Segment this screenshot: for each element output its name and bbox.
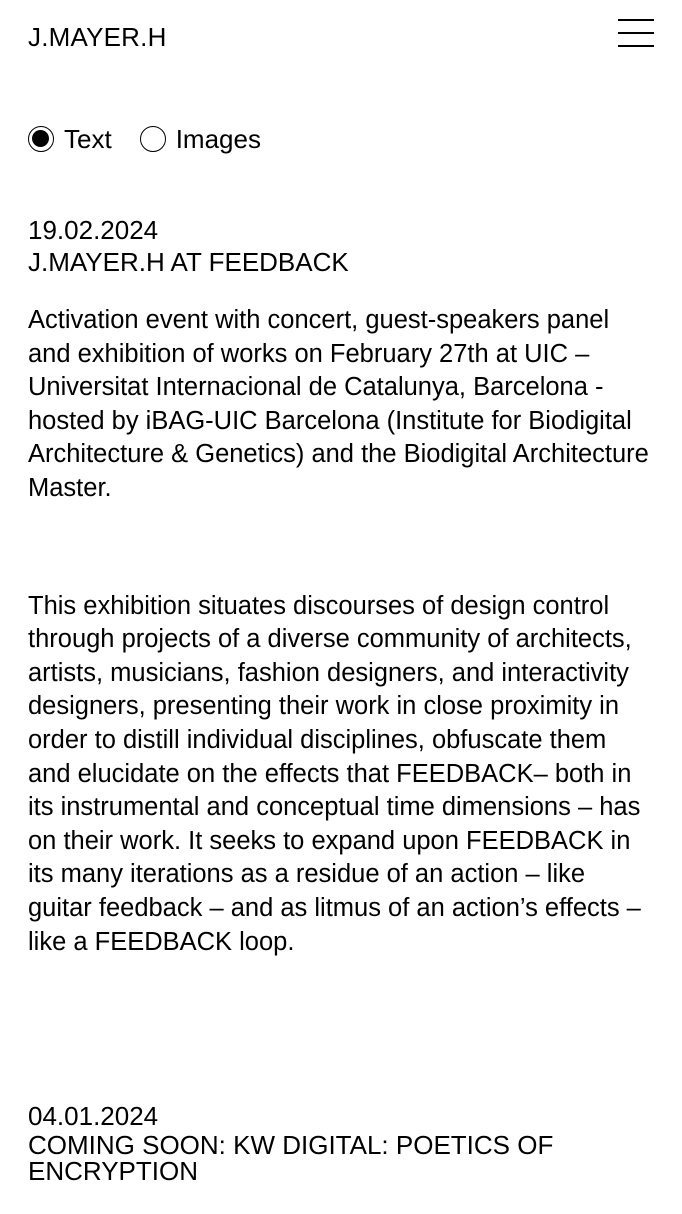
radio-selected-icon[interactable] [28, 126, 54, 152]
view-option-label: Text [64, 124, 112, 154]
view-option-label: Images [175, 124, 261, 154]
menu-line [618, 32, 654, 34]
news-post [28, 214, 654, 959]
view-toggle [28, 124, 261, 154]
post-title[interactable]: J.MAYER.H AT FEEDBACK [28, 247, 349, 277]
menu-line [618, 19, 654, 21]
menu-line [618, 45, 654, 47]
post-date: 04.01.2024 [28, 1101, 159, 1131]
news-post [28, 1100, 654, 1184]
post-title[interactable]: COMING SOON: KW DIGITAL: POETICS OF ENCRYPTION [28, 1130, 554, 1186]
view-option-images[interactable] [140, 124, 261, 154]
hamburger-menu-icon[interactable] [616, 18, 656, 50]
post-paragraph: This exhibition situates discourses of design control through projects of a diverse community of architects, artists, musicians, fashion designers, and interactivity designers, presenting their work in close proximity in order to distill individual disciplines, obfuscate them and elucidate on the effects that FEEDBACK– both in its instrumental and conceptual time dimensions – has on their work. It seeks to expand upon FEEDBACK in its many iterations as a residue of an action – like guitar feedback – and as litmus of an action’s effects – like a FEEDBACK loop. [28, 591, 641, 956]
post-paragraph: Activation event with concert, guest-speakers panel and exhibition of works on February 27th at UIC – Universitat Internacional de Catalunya, Barcelona - hosted by iBAG-UIC Barcelona (Institute for Biodigital Architecture & Genetics) and the Biodigital Architecture Master. [28, 306, 649, 502]
post-date: 19.02.2024 [28, 215, 159, 245]
view-option-text[interactable] [28, 124, 112, 154]
site-logo[interactable]: J.MAYER.H [28, 22, 167, 52]
radio-unselected-icon[interactable] [140, 126, 166, 152]
